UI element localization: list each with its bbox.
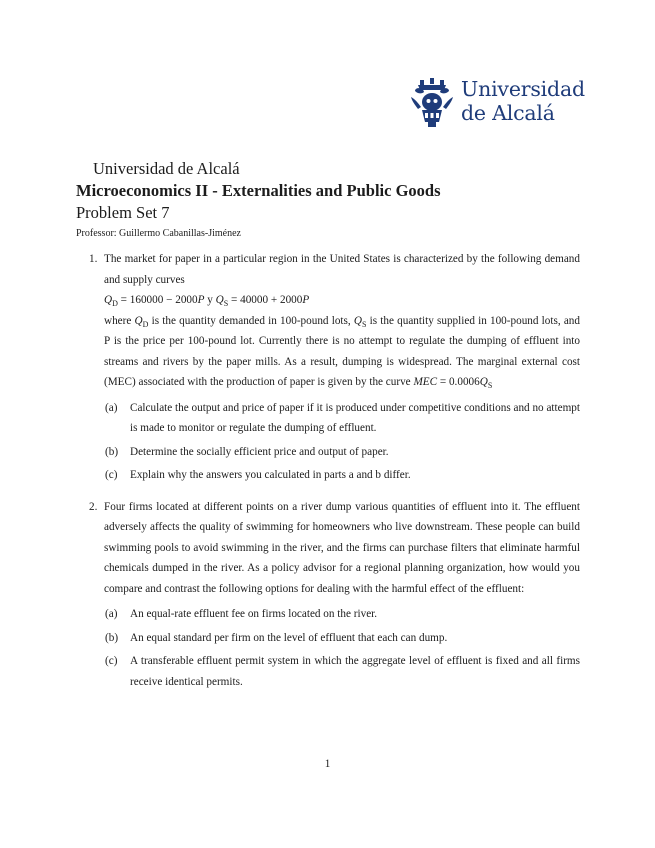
course-title: Microeconomics II - Externalities and Public Goods — [76, 181, 441, 200]
university-name: Universidad de Alcalá — [93, 159, 240, 178]
subquestion-list — [104, 398, 580, 486]
page-number: 1 — [324, 758, 331, 770]
logo-line-1: Universidad — [461, 77, 585, 101]
subquestion: (a) An equal-rate effluent fee on firms located on the river. — [105, 608, 378, 620]
subquestion: (b) An equal standard per firm on the level of effluent that each can dump. — [105, 631, 448, 644]
subquestion: (a) Calculate the output and price of paper if it is produced under competitive conditions and no attempt is made to monitor or regulate the dumping of effluent. — [105, 401, 580, 434]
problem-list — [89, 249, 580, 695]
university-logo — [409, 74, 585, 130]
subquestion: (c) A transferable effluent permit system in which the aggregate level of effluent is fixed and all firms receive identical permits. — [105, 655, 580, 688]
supply-demand-equation: $Q_D = 160000 - 2000P$ y $Q_S = 40000 + 2000P$ — [104, 294, 310, 309]
problem-number: 2. — [89, 500, 98, 513]
logo-line-2: de Alcalá — [461, 101, 555, 125]
subquestion-list — [104, 604, 580, 692]
problem-1 — [89, 249, 580, 486]
subquestion: (c) Explain why the answers you calculated in parts a and b differ. — [105, 469, 411, 481]
professor-name: Professor: Guillermo Cabanillas-Jiménez — [76, 228, 241, 239]
problem-2 — [89, 497, 580, 693]
university-crest-icon — [409, 77, 455, 129]
subquestion: (b) Determine the socially efficient price and output of paper. — [105, 445, 389, 458]
problem-number: 1. — [89, 253, 98, 265]
document-header — [76, 158, 596, 241]
problem-intro: The market for paper in a particular region in the United States is characterized by the following demand and supply curves — [104, 253, 580, 286]
problem-intro: Four firms located at different points on a river dump various quantities of effluent into it. The effluent adversely affects the quality of swimming for homeowners who live downstream. These people can build swimming pools to avoid swimming in the river, and the firms can purchase filters that eliminate harmful chemicals dumped in the river. As a policy advisor for a regional planning organization, how would you compare and contrast the following options for dealing with the harmful effect of the effluent: — [104, 500, 580, 595]
problem-body: where $Q_D$ is the quantity demanded in 100-pound lots, $Q_S$ is the quantity supplied in 100-pound lots, and P is the price per 100-pound lot. Currently there is no attempt to regulate the dumping of effluent into streams and rivers by the paper mills. As a result, dumping is widespread. The marginal external cost (MEC) associated with the production of paper is given by the curve MEC = $0.0006Q_S$ — [104, 314, 580, 391]
problem-set-title: Problem Set 7 — [76, 203, 170, 222]
